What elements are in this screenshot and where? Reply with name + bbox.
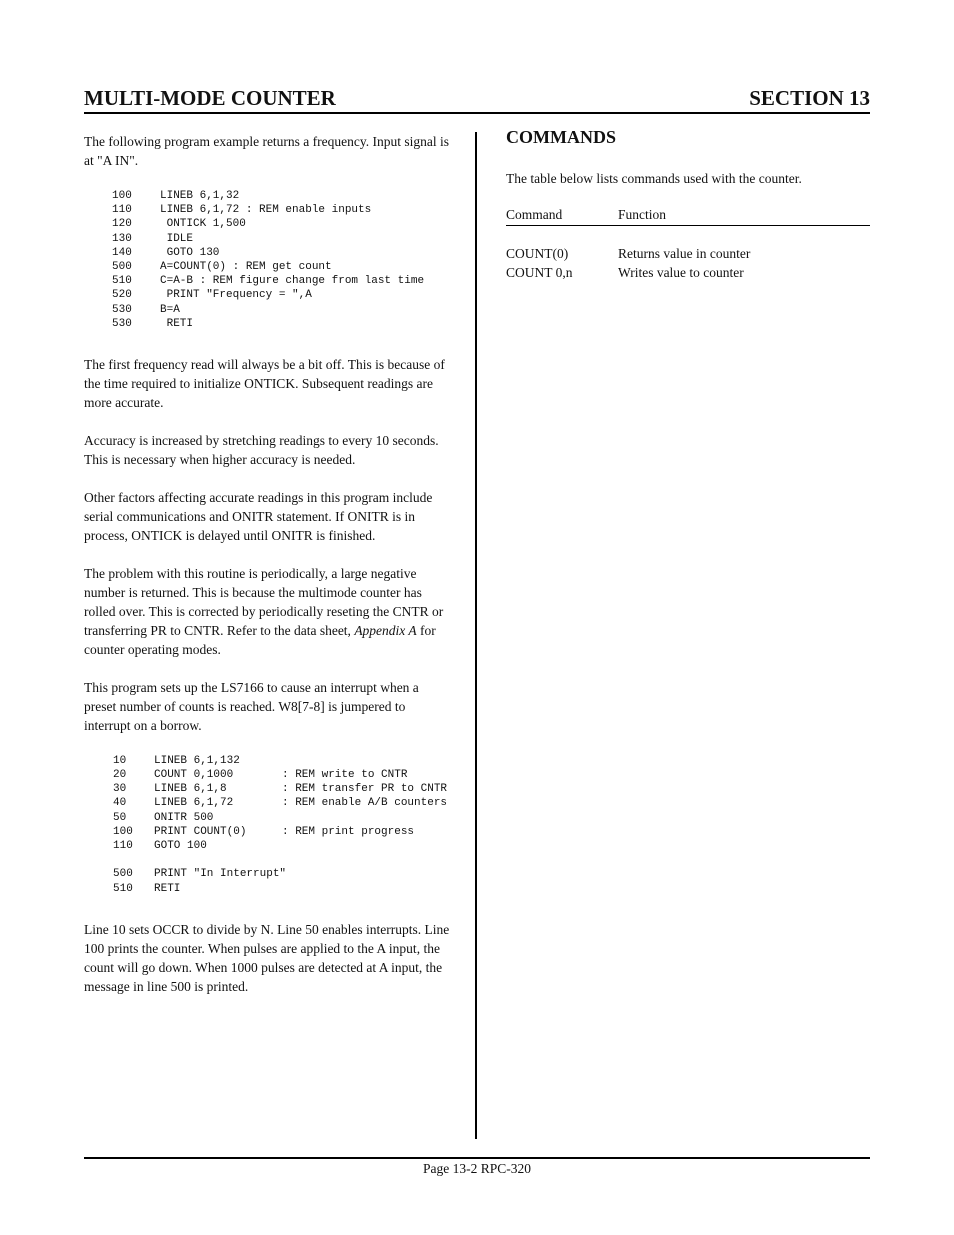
function-cell: Writes value to counter — [618, 265, 744, 280]
code-blank-line — [84, 853, 454, 867]
left-column — [84, 132, 454, 1015]
table-header-row — [506, 205, 870, 226]
footer-rule — [84, 1157, 870, 1159]
code-line: 530 RETI — [112, 317, 194, 330]
code-line: 500 PRINT "In Interrupt" — [113, 868, 287, 881]
paragraph-other-factors: Other factors affecting accurate readings in this program include serial communications and ONITR statement. If ONITR is in process, ONTICK is delayed until ONITR is finished. — [84, 489, 433, 543]
code-line: 100 LINEB 6,1,32 — [112, 190, 240, 202]
paragraph-rollover: The problem with this routine is periodically, a large negative number is returned. This is because the multimode counter has rolled over. This is corrected by periodically reseting the CNTR or transferring PR to CNTR. Refer to the data sheet, Appendix A for counter operating modes. — [84, 565, 444, 657]
code-line: 510 C=A-B : REM figure change from last time — [112, 275, 425, 288]
command-cell: COUNT 0,n — [506, 265, 573, 280]
right-column — [506, 128, 870, 282]
code-line: 510 RETI — [113, 882, 181, 895]
command-cell: COUNT(0) — [506, 246, 569, 261]
code-line: 530 B=A — [112, 303, 180, 316]
page-header — [84, 86, 870, 114]
function-cell: Returns value in counter — [618, 246, 751, 261]
paragraph-accuracy: Accuracy is increased by stretching readings to every 10 seconds. This is necessary when higher accuracy is needed. — [84, 432, 439, 467]
paragraph-line-explanation: Line 10 sets OCCR to divide by N. Line 50 enables interrupts. Line 100 prints the counter. When pulses are applied to the A input, the count will go down. When 1000 pulses are detected at A input, the message in line 500 is printed. — [84, 921, 450, 994]
code-line: 110 LINEB 6,1,72 : REM enable inputs — [112, 204, 372, 217]
code-listing-interrupt — [84, 754, 454, 896]
table-row — [506, 244, 870, 263]
header-section: SECTION 13 — [749, 86, 870, 110]
commands-intro: The table below lists commands used with the counter. — [506, 171, 802, 186]
code-line: 100 PRINT COUNT(0) : REM print progress — [113, 825, 415, 838]
table-row — [506, 263, 870, 282]
paragraph-ls7166: This program sets up the LS7166 to cause an interrupt when a preset number of counts is reached. W8[7-8] is jumpered to interrupt on a borrow. — [84, 679, 419, 733]
appendix-reference: Appendix A — [354, 622, 417, 638]
code-line: 40 LINEB 6,1,72 : REM enable A/B counters — [113, 797, 448, 810]
code-line: 130 IDLE — [112, 232, 194, 245]
code-listing-frequency — [84, 189, 454, 331]
intro-paragraph: The following program example returns a frequency. Input signal is at "A IN". — [84, 134, 450, 168]
header-title: MULTI-MODE COUNTER — [84, 86, 336, 110]
code-line: 120 ONTICK 1,500 — [112, 218, 246, 231]
code-line: 110 GOTO 100 — [113, 840, 207, 852]
column-header-command: Command — [506, 207, 563, 222]
column-divider — [475, 132, 477, 1139]
code-line: 500 A=COUNT(0) : REM get count — [112, 260, 332, 273]
code-line: 20 COUNT 0,1000 : REM write to CNTR — [113, 769, 408, 782]
code-line: 50 ONITR 500 — [113, 811, 214, 824]
paragraph-first-read: The first frequency read will always be a bit off. This is because of the time required to initialize ONTICK. Subsequent readings are more accurate. — [84, 356, 445, 410]
commands-heading: COMMANDS — [506, 127, 616, 147]
code-line: 140 GOTO 130 — [112, 246, 220, 259]
page-footer: Page 13-2 RPC-320 — [423, 1161, 531, 1176]
commands-table — [506, 205, 870, 282]
code-line: 30 LINEB 6,1,8 : REM transfer PR to CNTR — [113, 783, 448, 796]
code-line: 520 PRINT "Frequency = ",A — [112, 289, 312, 302]
column-header-function: Function — [618, 207, 667, 222]
code-line: 10 LINEB 6,1,132 — [113, 754, 240, 767]
